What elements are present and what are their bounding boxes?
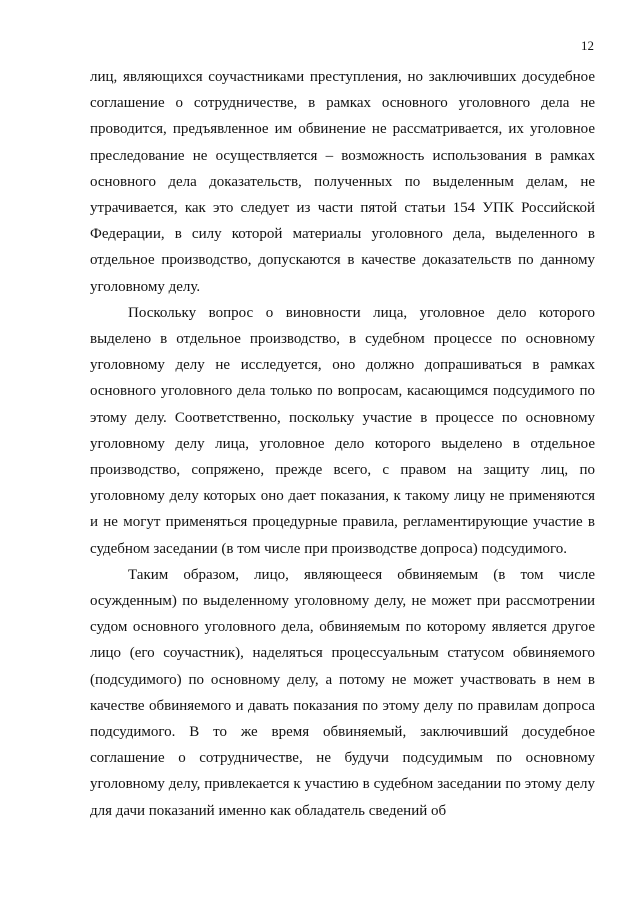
paragraph: Поскольку вопрос о виновности лица, уголовное дело которого выделено в отдельное производство, в судебном процессе по основному уголовному делу не исследуется, оно должно допрашиваться в рамках основного уголовного дела только по вопросам, касающимся подсудимого по этому делу. Соответственно, поскольку участие в процессе по основному уголовному делу лица, уголовное дело которого выделено в отдельное производство, сопряжено, прежде всего, с правом на защиту лиц, по уголовному делу которых оно дает показания, к такому лицу не применяются и не могут применяться процедурные правила, регламентирующие участие в судебном заседании (в том числе при производстве допроса) подсудимого. [90,304,595,557]
document-body [90,64,595,824]
paragraph: Таким образом, лицо, являющееся обвиняемым (в том числе осужденным) по выделенному уголовному делу, не может при рассмотрении судом основного уголовного дела, обвиняемым по которому является другое лицо (его соучастник), наделяться процессуальным статусом обвиняемого (подсудимого) по основному делу, а потому не может участвовать в нем в качестве обвиняемого и давать показания по этому делу по правилам допроса подсудимого. В то же время обвиняемый, заключивший досудебное соглашение о сотрудничестве, не будучи подсудимым по основному уголовному делу, привлекается к участию в судебном заседании по этому делу для дачи показаний именно как обладатель сведений об [90,566,595,819]
page-number: 12 [581,38,594,53]
paragraph-continuation: лиц, являющихся соучастниками преступления, но заключивших досудебное соглашение о сотрудничестве, в рамках основного уголовного дела не проводится, предъявленное им обвинение не рассматривается, их уголовное преследование не осуществляется – возможность использования в рамках основного дела доказательств, полученных по выделенным делам, не утрачивается, как это следует из части пятой статьи 154 УПК Российской Федерации, в силу которой материалы уголовного дела, выделенного в отдельное производство, допускаются в качестве доказательств по данному уголовному делу. [90,69,595,295]
